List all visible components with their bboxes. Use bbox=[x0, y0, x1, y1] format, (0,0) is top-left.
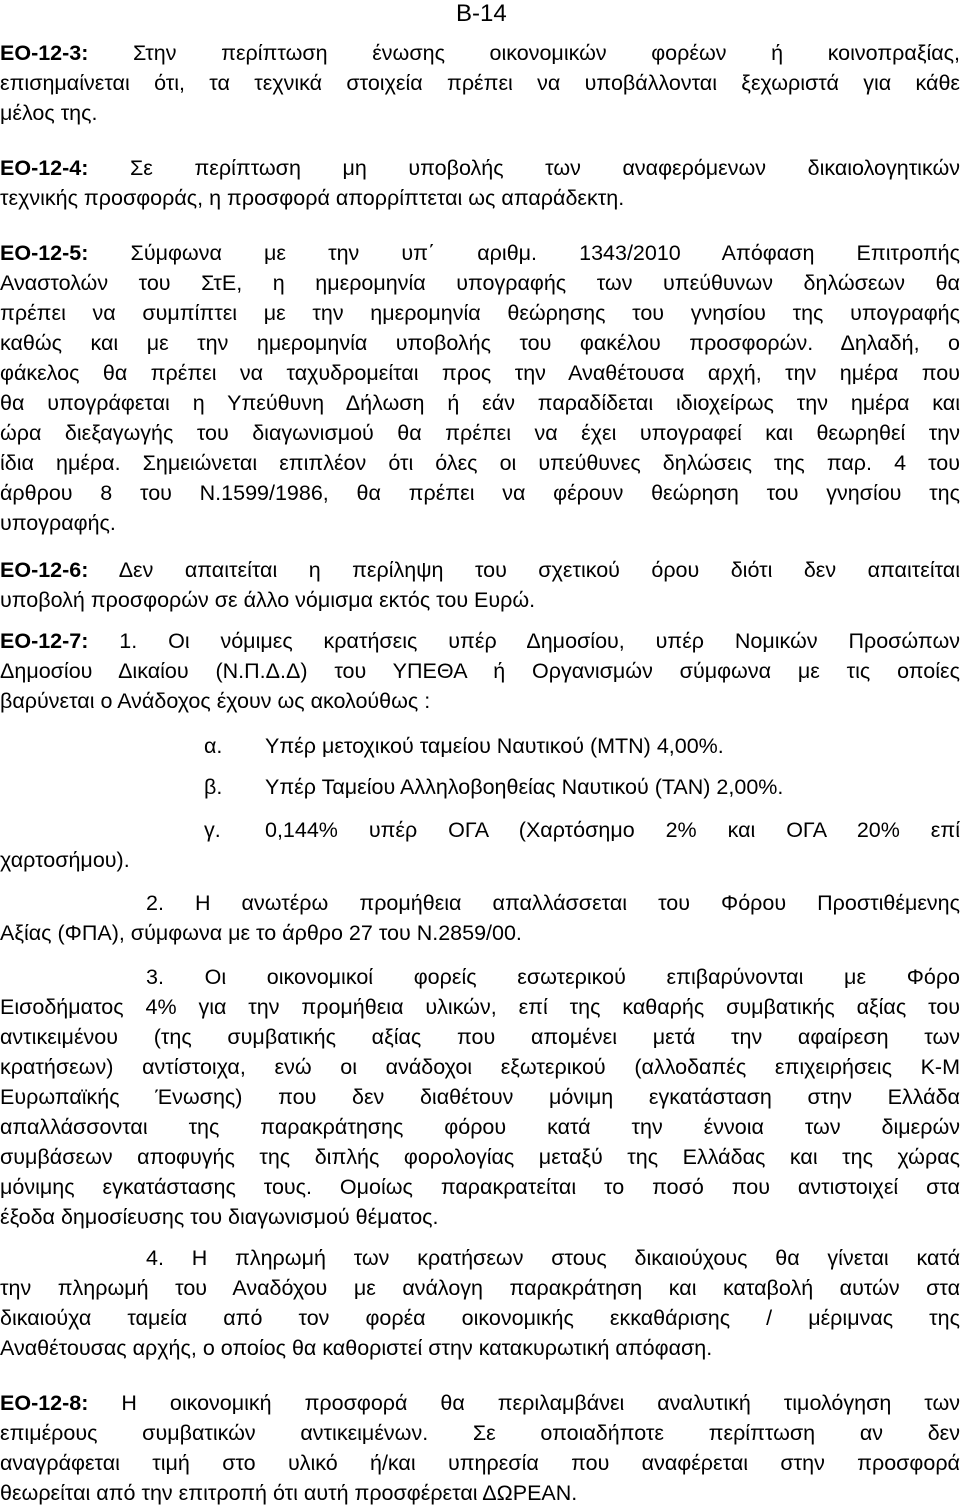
section-eo-12-6 bbox=[0, 555, 960, 615]
paragraph-line: μέλος της. bbox=[0, 101, 98, 125]
paragraph-line bbox=[0, 1388, 960, 1418]
list-item-continuation: χαρτοσήμου). bbox=[0, 848, 130, 872]
paragraph-line: Αναθέτουσας αρχής, ο οποίος θα καθοριστεί στην κατακυρωτική απόφαση. bbox=[0, 1336, 713, 1360]
list-marker: γ. bbox=[204, 818, 221, 842]
paragraph-line: μόνιμης εγκατάστασης τους. Ομοίως παρακρατείται το ποσό που αντιστοιχεί στα bbox=[0, 1175, 960, 1199]
list-item bbox=[0, 772, 960, 802]
paragraph-line: συμβάσεων αποφυγής της διπλής φορολογίας μεταξύ της Ελλάδας και της χώρας bbox=[0, 1145, 960, 1169]
section-eo-12-4 bbox=[0, 153, 960, 213]
section-code: ΕΟ-12-4: bbox=[0, 156, 89, 180]
section-eo-12-7-item-4 bbox=[0, 1243, 960, 1363]
paragraph-line: δικαιούχα ταμεία από τον φορέα οικονομικής εκκαθάρισης / μέριμνας της bbox=[0, 1306, 960, 1330]
paragraph-line: επιμέρους συμβατικών αντικειμένων. Σε οποιαδήποτε περίπτωση αν δεν bbox=[0, 1421, 960, 1445]
list-item bbox=[0, 731, 960, 761]
paragraph-line: θα υπογράφεται η Υπεύθυνη Δήλωση ή εάν παραδίδεται ιδιοχείρως την ημέρα και bbox=[0, 391, 960, 415]
section-eo-12-5 bbox=[0, 238, 960, 538]
paragraph-line: Αναστολών του ΣτΕ, η ημερομηνία υπογραφής των υπεύθυνων δηλώσεων θα bbox=[0, 271, 960, 295]
section-eo-12-8 bbox=[0, 1388, 960, 1508]
paragraph-line bbox=[0, 238, 960, 268]
list-item bbox=[0, 815, 960, 845]
paragraph-line bbox=[0, 153, 960, 183]
section-code: ΕΟ-12-6: bbox=[0, 558, 89, 582]
paragraph-line: υπογραφής. bbox=[0, 511, 116, 535]
paragraph-line: καθώς και με την ημερομηνία υποβολής του φακέλου προσφορών. Δηλαδή, ο bbox=[0, 331, 960, 355]
section-eo-12-7 bbox=[0, 626, 960, 716]
list-marker: β. bbox=[204, 775, 223, 799]
paragraph-line: φάκελος θα πρέπει να ταχυδρομείται προς την Αναθέτουσα αρχή, την ημέρα που bbox=[0, 361, 960, 385]
paragraph-line bbox=[0, 626, 960, 656]
line-text: Δεν απαιτείται η περίληψη του σχετικού όρου διότι δεν απαιτείται bbox=[118, 558, 960, 582]
paragraph-line: Αξίας (ΦΠΑ), σύμφωνα με το άρθρο 27 του Ν.2859/00. bbox=[0, 921, 522, 945]
list-item-text: Υπέρ μετοχικού ταμείου Ναυτικού (ΜΤΝ) 4,00%. bbox=[265, 734, 724, 758]
list-item-text: Υπέρ Ταμείου Αλληλοβοηθείας Ναυτικού (ΤΑΝ) 2,00%. bbox=[265, 775, 784, 799]
paragraph-line: ώρα διεξαγωγής του διαγωνισμού θα πρέπει να έχει υπογραφεί και θεωρηθεί την bbox=[0, 421, 960, 445]
paragraph-line: 2. Η ανωτέρω προμήθεια απαλλάσσεται του Φόρου Προστιθέμενης bbox=[146, 891, 960, 915]
paragraph-line: βαρύνεται ο Ανάδοχος έχουν ως ακολούθως : bbox=[0, 689, 431, 713]
paragraph-line: κρατήσεων) αντίστοιχα, ενώ οι ανάδοχοι εξωτερικού (αλλοδαπές επιχειρήσεις Κ-Μ bbox=[0, 1055, 960, 1079]
paragraph-line: άρθρου 8 του Ν.1599/1986, θα πρέπει να φέρουν θεώρηση του γνησίου της bbox=[0, 481, 960, 505]
paragraph-line: Εισοδήματος 4% για την προμήθεια υλικών, επί της καθαρής συμβατικής αξίας του bbox=[0, 995, 960, 1019]
section-eo-12-7-item-2 bbox=[0, 888, 960, 948]
line-text: Σε περίπτωση μη υποβολής των αναφερόμενων δικαιολογητικών bbox=[130, 156, 960, 180]
paragraph-line: ίδια ημέρα. Σημειώνεται επιπλέον ότι όλες οι υπεύθυνες δηλώσεις της παρ. 4 του bbox=[0, 451, 960, 475]
line-text: Σύμφωνα με την υπ΄ αριθμ. 1343/2010 Απόφαση Επιτροπής bbox=[130, 241, 960, 265]
paragraph-line: επισημαίνεται ότι, τα τεχνικά στοιχεία πρέπει να υποβάλλονται ξεχωριστά για κάθε bbox=[0, 71, 960, 95]
line-text: Στην περίπτωση ένωσης οικονομικών φορέων ή κοινοπραξίας, bbox=[133, 41, 960, 65]
line-text: 1. Οι νόμιμες κρατήσεις υπέρ Δημοσίου, υπέρ Νομικών Προσώπων bbox=[119, 629, 960, 653]
paragraph-line: Ευρωπαϊκής Ένωσης) που δεν διαθέτουν μόνιμη εγκατάσταση στην Ελλάδα bbox=[0, 1085, 960, 1109]
line-text: Η οικονομική προσφορά θα περιλαμβάνει αναλυτική τιμολόγηση των bbox=[121, 1391, 960, 1415]
section-eo-12-7-item-3 bbox=[0, 962, 960, 1232]
paragraph-line: 4. Η πληρωμή των κρατήσεων στους δικαιούχους θα γίνεται κατά bbox=[146, 1246, 960, 1270]
paragraph-line: πρέπει να συμπίπτει με την ημερομηνία θεώρησης του γνησίου της υπογραφής bbox=[0, 301, 960, 325]
section-code: ΕΟ-12-7: bbox=[0, 629, 89, 653]
paragraph-line: τεχνικής προσφοράς, η προσφορά απορρίπτεται ως απαράδεκτη. bbox=[0, 186, 625, 210]
paragraph-line: υποβολή προσφορών σε άλλο νόμισμα εκτός του Ευρώ. bbox=[0, 588, 536, 612]
section-code: ΕΟ-12-8: bbox=[0, 1391, 89, 1415]
paragraph-line: Δημοσίου Δικαίου (Ν.Π.Δ.Δ) του ΥΠΕΘΑ ή Οργανισμών σύμφωνα με τις οποίες bbox=[0, 659, 960, 683]
list-item-text: 0,144% υπέρ ΟΓΑ (Χαρτόσημο 2% και ΟΓΑ 20% επί bbox=[265, 818, 960, 842]
section-eo-12-3 bbox=[0, 38, 960, 128]
paragraph-line: αναγράφεται τιμή στο υλικό ή/και υπηρεσία που αναφέρεται στην προσφορά bbox=[0, 1451, 960, 1475]
paragraph-line: απαλλάσσονται της παρακράτησης φόρου κατά την έννοια των διμερών bbox=[0, 1115, 960, 1139]
page-number: Β-14 bbox=[456, 0, 507, 27]
paragraph-line bbox=[0, 38, 960, 68]
paragraph-line: 3. Οι οικονομικοί φορείς εσωτερικού επιβαρύνονται με Φόρο bbox=[146, 965, 960, 989]
paragraph-line: την πληρωμή του Αναδόχου με ανάλογη παρακράτηση και καταβολή αυτών στα bbox=[0, 1276, 960, 1300]
section-code: ΕΟ-12-5: bbox=[0, 241, 89, 265]
paragraph-line: αντικειμένου (της συμβατικής αξίας που απομένει μετά την αφαίρεση των bbox=[0, 1025, 960, 1049]
section-code: ΕΟ-12-3: bbox=[0, 41, 89, 65]
paragraph-line: έξοδα δημοσίευσης του διαγωνισμού θέματος. bbox=[0, 1205, 439, 1229]
list-marker: α. bbox=[204, 734, 223, 758]
paragraph-line bbox=[0, 555, 960, 585]
paragraph-line: θεωρείται από την επιτροπή ότι αυτή προσφέρεται ΔΩΡΕΑΝ. bbox=[0, 1481, 578, 1505]
